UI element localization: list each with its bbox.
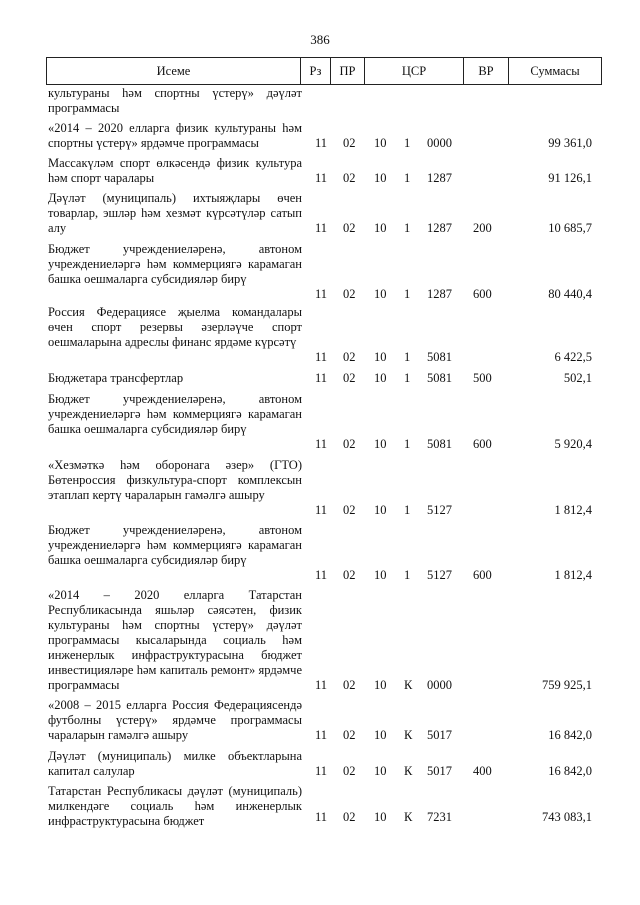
row-sum: 10 685,7 bbox=[548, 221, 592, 235]
row-sum: 80 440,4 bbox=[548, 287, 592, 301]
row-pr: 02 bbox=[343, 728, 356, 742]
row-pr: 02 bbox=[343, 287, 356, 301]
row-csr-program: 10 bbox=[374, 221, 387, 235]
row-sum: 5 920,4 bbox=[554, 437, 592, 451]
row-csr-program: 10 bbox=[374, 371, 387, 385]
row-csr-subprogram: 1 bbox=[404, 437, 411, 451]
row-sum: 16 842,0 bbox=[548, 728, 592, 742]
row-rz: 11 bbox=[315, 764, 328, 778]
row-csr-code: 5127 bbox=[427, 503, 452, 517]
row-vr: 200 bbox=[473, 221, 492, 235]
row-vr: 500 bbox=[473, 371, 492, 385]
row-csr-subprogram: К bbox=[404, 764, 413, 778]
row-pr: 02 bbox=[343, 810, 356, 824]
row-rz: 11 bbox=[315, 287, 328, 301]
row-vr: 400 bbox=[473, 764, 492, 778]
row-csr-program: 10 bbox=[374, 678, 387, 692]
header-sum: Суммасы bbox=[530, 64, 580, 78]
row-pr: 02 bbox=[343, 371, 356, 385]
header-pr: ПР bbox=[331, 58, 365, 84]
row-name: Дәүләт (муниципаль) ихтыяҗлары өчен товарлар, эшләр һәм хезмәт күрсәтүләр сатып алу bbox=[48, 191, 302, 235]
row-name: «Хезмәткә һәм оборонага әзер» (ГТО) Бөтенроссия физкультура-спорт комплексын этаплап кертү чараларын гамәлгә ашыру bbox=[48, 458, 302, 502]
row-name: Россия Федерациясе җыелма командалары өчен спорт резервы әзерләүче спорт оешмаларына адреслы финанс ярдәме күрсәтү bbox=[48, 305, 302, 349]
row-sum: 16 842,0 bbox=[548, 764, 592, 778]
row-name: «2008 – 2015 елларга Россия Федерациясендә футболны үстерү» ярдәмче программасы чараларын гамәлгә ашыру bbox=[48, 698, 302, 742]
row-name: Татарстан Республикасы дәүләт (муниципаль) милкендәге социаль һәм инженерлык инфраструктурасына бюджет bbox=[48, 784, 302, 828]
row-name: Дәүләт (муниципаль) милке объектларына капитал салулар bbox=[48, 749, 302, 778]
row-rz: 11 bbox=[315, 136, 328, 150]
row-csr-subprogram: 1 bbox=[404, 287, 411, 301]
row-csr-code: 1287 bbox=[427, 171, 452, 185]
row-name: Бюджет учреждениеләренә, автоном учреждениеләргә һәм коммерциягә карамаган башка оешмаларга субсидияләр бирү bbox=[48, 242, 302, 286]
row-csr-program: 10 bbox=[374, 810, 387, 824]
row-rz: 11 bbox=[315, 503, 328, 517]
row-pr: 02 bbox=[343, 568, 356, 582]
row-rz: 11 bbox=[315, 171, 328, 185]
row-name: «2014 – 2020 елларга физик культураны һәм спортны үстерү» ярдәмче программасы bbox=[48, 121, 302, 150]
row-pr: 02 bbox=[343, 437, 356, 451]
row-csr-subprogram: 1 bbox=[404, 568, 411, 582]
row-sum: 1 812,4 bbox=[554, 503, 592, 517]
row-pr: 02 bbox=[343, 678, 356, 692]
row-csr-code: 1287 bbox=[427, 287, 452, 301]
row-csr-program: 10 bbox=[374, 136, 387, 150]
row-csr-program: 10 bbox=[374, 503, 387, 517]
row-pr: 02 bbox=[343, 764, 356, 778]
row-pr: 02 bbox=[343, 221, 356, 235]
row-csr-code: 0000 bbox=[427, 678, 452, 692]
row-csr-program: 10 bbox=[374, 728, 387, 742]
row-vr: 600 bbox=[473, 437, 492, 451]
row-sum: 91 126,1 bbox=[548, 171, 592, 185]
row-sum: 743 083,1 bbox=[542, 810, 592, 824]
row-csr-program: 10 bbox=[374, 437, 387, 451]
row-vr: 600 bbox=[473, 287, 492, 301]
header-csr: ЦСР bbox=[365, 58, 464, 84]
row-csr-subprogram: 1 bbox=[404, 371, 411, 385]
row-rz: 11 bbox=[315, 728, 328, 742]
table-header bbox=[46, 57, 602, 85]
header-vr: ВР bbox=[464, 58, 509, 84]
row-pr: 02 bbox=[343, 350, 356, 364]
row-csr-program: 10 bbox=[374, 350, 387, 364]
row-csr-code: 5127 bbox=[427, 568, 452, 582]
row-rz: 11 bbox=[315, 371, 328, 385]
row-csr-subprogram: 1 bbox=[404, 221, 411, 235]
row-name: культураны һәм спортны үстерү» дәүләт программасы bbox=[48, 86, 302, 115]
row-rz: 11 bbox=[315, 221, 328, 235]
page-number: 386 bbox=[310, 32, 330, 47]
row-csr-code: 5017 bbox=[427, 764, 452, 778]
header-name: Исеме bbox=[47, 58, 301, 84]
row-csr-program: 10 bbox=[374, 764, 387, 778]
row-rz: 11 bbox=[315, 437, 328, 451]
row-csr-code: 5081 bbox=[427, 437, 452, 451]
row-csr-subprogram: 1 bbox=[404, 503, 411, 517]
row-rz: 11 bbox=[315, 568, 328, 582]
header-rz: Рз bbox=[301, 58, 331, 84]
row-csr-code: 7231 bbox=[427, 810, 452, 824]
row-name: Бюджетара трансфертлар bbox=[48, 371, 184, 385]
row-csr-code: 5081 bbox=[427, 371, 452, 385]
row-rz: 11 bbox=[315, 810, 328, 824]
row-name: «2014 – 2020 елларга Татарстан Республикасында яшьләр сәясәтен, физик культураны һәм спортны үстерү» дәүләт программасы кысаларында социаль һәм инженерлык инфраструктурасына бюджет инвестицияләре һәм капиталь ремонт» ярдәмче программасы bbox=[48, 588, 302, 692]
row-pr: 02 bbox=[343, 136, 356, 150]
row-csr-subprogram: 1 bbox=[404, 171, 411, 185]
row-csr-subprogram: 1 bbox=[404, 136, 411, 150]
row-rz: 11 bbox=[315, 678, 328, 692]
row-sum: 759 925,1 bbox=[542, 678, 592, 692]
row-csr-subprogram: К bbox=[404, 810, 413, 824]
row-pr: 02 bbox=[343, 503, 356, 517]
row-csr-subprogram: К bbox=[404, 678, 413, 692]
row-name: Массакүләм спорт өлкәсендә физик культура һәм спорт чаралары bbox=[48, 156, 302, 185]
row-csr-program: 10 bbox=[374, 171, 387, 185]
row-csr-program: 10 bbox=[374, 568, 387, 582]
row-csr-program: 10 bbox=[374, 287, 387, 301]
row-csr-code: 0000 bbox=[427, 136, 452, 150]
row-csr-subprogram: К bbox=[404, 728, 413, 742]
row-vr: 600 bbox=[473, 568, 492, 582]
row-csr-code: 5017 bbox=[427, 728, 452, 742]
row-sum: 1 812,4 bbox=[554, 568, 592, 582]
row-csr-subprogram: 1 bbox=[404, 350, 411, 364]
row-sum: 502,1 bbox=[563, 371, 592, 385]
row-sum: 99 361,0 bbox=[548, 136, 592, 150]
row-sum: 6 422,5 bbox=[554, 350, 592, 364]
row-rz: 11 bbox=[315, 350, 328, 364]
row-name: Бюджет учреждениеләренә, автоном учреждениеләргә һәм коммерциягә карамаган башка оешмаларга субсидияләр бирү bbox=[48, 523, 302, 567]
row-csr-code: 5081 bbox=[427, 350, 452, 364]
row-name: Бюджет учреждениеләренә, автоном учреждениеләргә һәм коммерциягә карамаган башка оешмаларга субсидияләр бирү bbox=[48, 392, 302, 436]
row-csr-code: 1287 bbox=[427, 221, 452, 235]
row-pr: 02 bbox=[343, 171, 356, 185]
